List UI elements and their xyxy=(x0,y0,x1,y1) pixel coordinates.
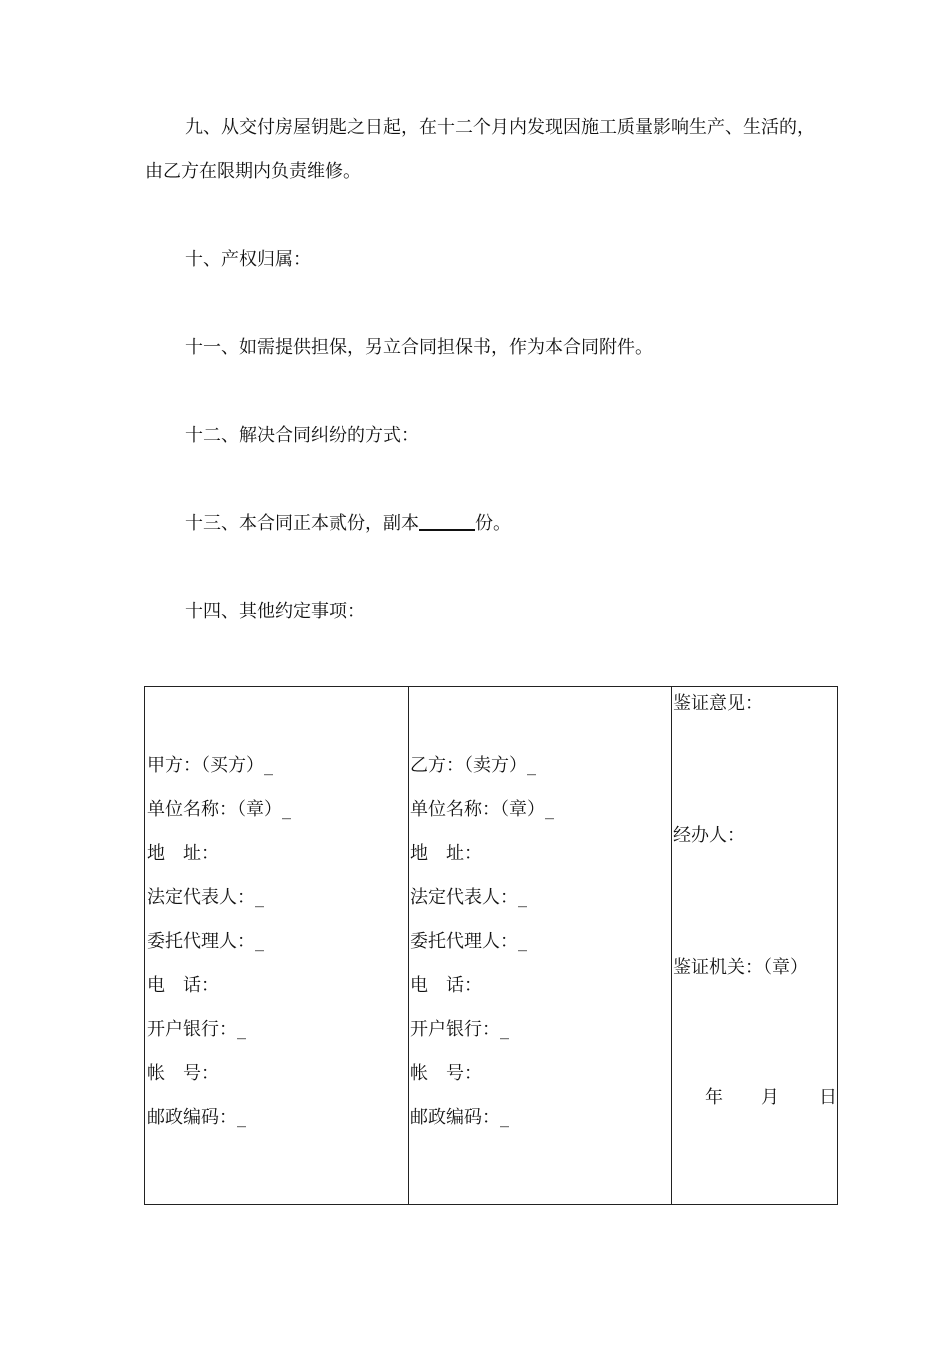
party-a-postcode: 邮政编码：_ xyxy=(147,1107,246,1128)
party-b-role: 乙方：（卖方）_ xyxy=(410,755,536,776)
party-b-account: 帐 号： xyxy=(410,1063,482,1084)
clause-12: 十二、解决合同纠纷的方式： xyxy=(185,425,419,446)
date-year: 年 xyxy=(705,1087,723,1108)
clause-10: 十、产权归属： xyxy=(185,249,311,270)
party-a-role: 甲方：（买方）_ xyxy=(147,755,273,776)
party-b-bank: 开户银行：_ xyxy=(410,1019,509,1040)
party-b-agent: 委托代理人：_ xyxy=(410,931,527,952)
clause-11: 十一、如需提供担保，另立合同担保书，作为本合同附件。 xyxy=(185,337,653,358)
party-b-postcode: 邮政编码：_ xyxy=(410,1107,509,1128)
clause-13 xyxy=(145,502,815,546)
party-b-legal-rep: 法定代表人：_ xyxy=(410,887,527,908)
date-month: 月 xyxy=(761,1087,779,1108)
verification-column xyxy=(671,687,837,1204)
party-a-address: 地 址： xyxy=(147,843,219,864)
party-b-unit: 单位名称：（章）_ xyxy=(410,799,554,820)
party-a-agent: 委托代理人：_ xyxy=(147,931,264,952)
party-b-column xyxy=(408,687,672,1204)
verification-handler: 经办人： xyxy=(673,825,745,846)
party-b-address: 地 址： xyxy=(410,843,482,864)
party-a-phone: 电 话： xyxy=(147,975,219,996)
verification-opinion: 鉴证意见： xyxy=(673,693,763,714)
party-b-phone: 电 话： xyxy=(410,975,482,996)
date-day: 日 xyxy=(819,1087,837,1108)
signature-table xyxy=(144,686,838,1205)
clause-13-suffix: 份。 xyxy=(475,513,511,534)
party-a-column xyxy=(145,687,409,1204)
copies-blank xyxy=(419,511,475,531)
party-a-account: 帐 号： xyxy=(147,1063,219,1084)
clause-14: 十四、其他约定事项： xyxy=(185,601,365,622)
clause-13-text: 十三、本合同正本贰份，副本 xyxy=(185,513,419,534)
party-a-unit: 单位名称：（章）_ xyxy=(147,799,291,820)
party-a-bank: 开户银行：_ xyxy=(147,1019,246,1040)
verification-authority: 鉴证机关：（章） xyxy=(673,957,808,978)
clause-9: 九、从交付房屋钥匙之日起，在十二个月内发现因施工质量影响生产、生活的，由乙方在限期内负责维修。 xyxy=(145,117,815,182)
party-a-legal-rep: 法定代表人：_ xyxy=(147,887,264,908)
